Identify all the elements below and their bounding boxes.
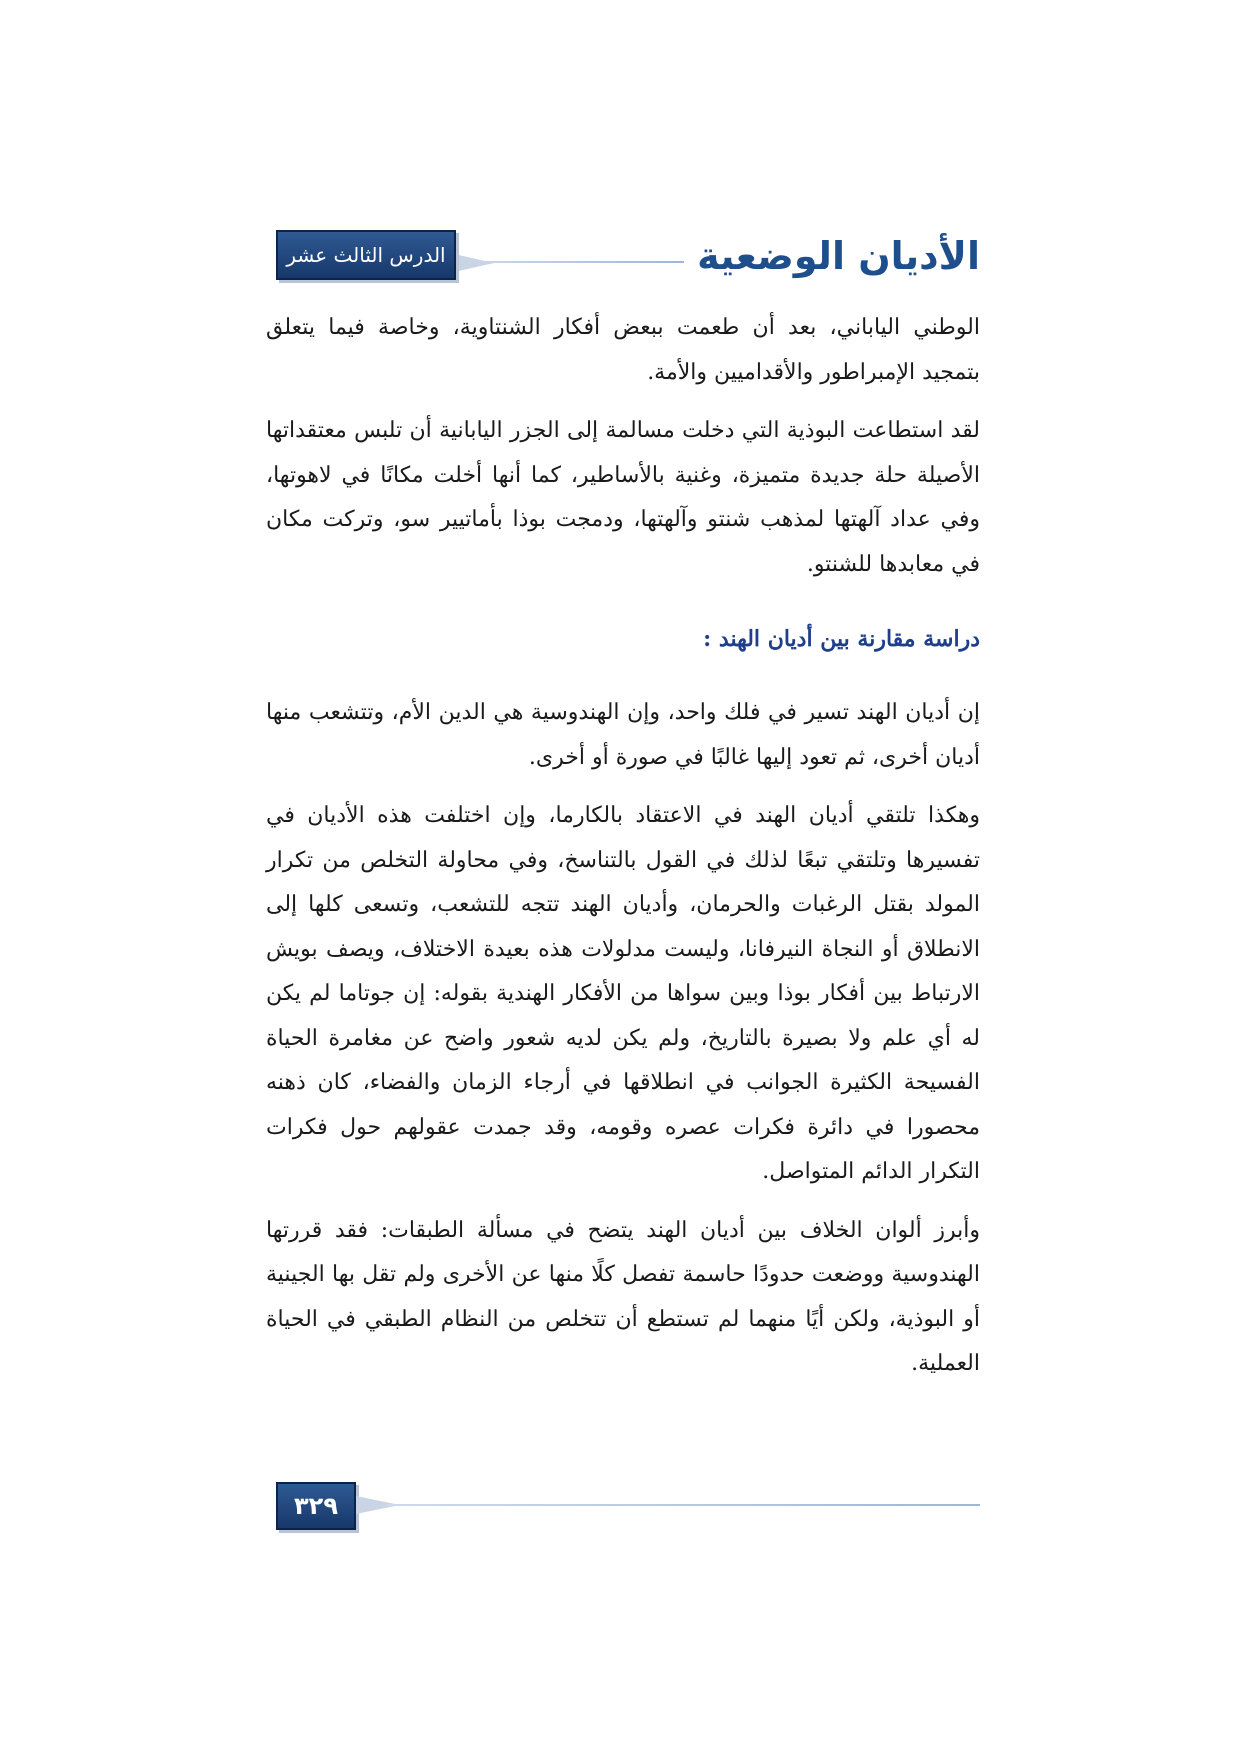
header-arrow-decoration	[454, 254, 494, 272]
page-footer	[276, 1482, 980, 1532]
lesson-badge: الدرس الثالث عشر	[276, 230, 456, 280]
header-rule	[462, 261, 684, 263]
page-content	[266, 306, 980, 1401]
paragraph-2: لقد استطاعت البوذية التي دخلت مسالمة إلى الجزر اليابانية أن تلبس معتقداتها الأصيلة حلة جديدة متميزة، وغنية بالأساطير، كما أنها أخلت مكانًا في لاهوتها، وفي عداد آلهتها لمذهب شنتو وآلهتها، ودمجت بوذا بأماتيير سو، وتركت مكان في معابدها للشنتو.	[266, 418, 980, 577]
paragraph-5: وأبرز ألوان الخلاف بين أديان الهند يتضح في مسألة الطبقات: فقد قررتها الهندوسية ووضعت حدودًا حاسمة تفصل كلًا منها عن الأخرى ولم تقل بها الجينية أو البوذية، ولكن أيًا منهما لم تستطع أن تتخلص من النظام الطبقي في الحياة العملية.	[266, 1217, 980, 1376]
page-header	[276, 226, 980, 286]
footer-rule	[386, 1504, 980, 1506]
paragraph-4: وهكذا تلتقي أديان الهند في الاعتقاد بالكارما، وإن اختلفت هذه الأديان في تفسيرها وتلتقي تبعًا لذلك في القول بالتناسخ، وفي محاولة التخلص من تكرار المولد بقتل الرغبات والحرمان، وأديان الهند تتجه للتشعب، وتسعى كلها إلى الانطلاق أو النجاة النيرفانا، وليست مدلولات هذه بعيدة الاختلاف، ويصف بويش الارتباط بين أفكار بوذا وبين سواها من الأفكار الهندية بقوله: إن جوتاما لم يكن له أي علم ولا بصيرة بالتاريخ، ولم يكن لديه شعور واضح عن مغامرة الحياة الفسيحة الكثيرة الجوانب في انطلاقها في أرجاء الزمان والفضاء، كان ذهنه محصورا في دائرة فكرات عصره وقومه، وقد جمدت عقولهم حول فكرات التكرار الدائم المتواصل.	[266, 803, 980, 1184]
paragraph-1: الوطني الياباني، بعد أن طعمت ببعض أفكار الشنتاوية، وخاصة فيما يتعلق بتمجيد الإمبراطور والأقداميين والأمة.	[266, 315, 980, 385]
paragraph-3: إن أديان الهند تسير في فلك واحد، وإن الهندوسية هي الدين الأم، وتتشعب منها أديان أخرى، ثم تعود إليها غالبًا في صورة أو أخرى.	[266, 700, 980, 770]
book-title: الأديان الوضعية	[697, 234, 980, 278]
page-number: ٣٢٩	[276, 1482, 356, 1530]
section-heading: دراسة مقارنة بين أديان الهند :	[703, 626, 980, 652]
